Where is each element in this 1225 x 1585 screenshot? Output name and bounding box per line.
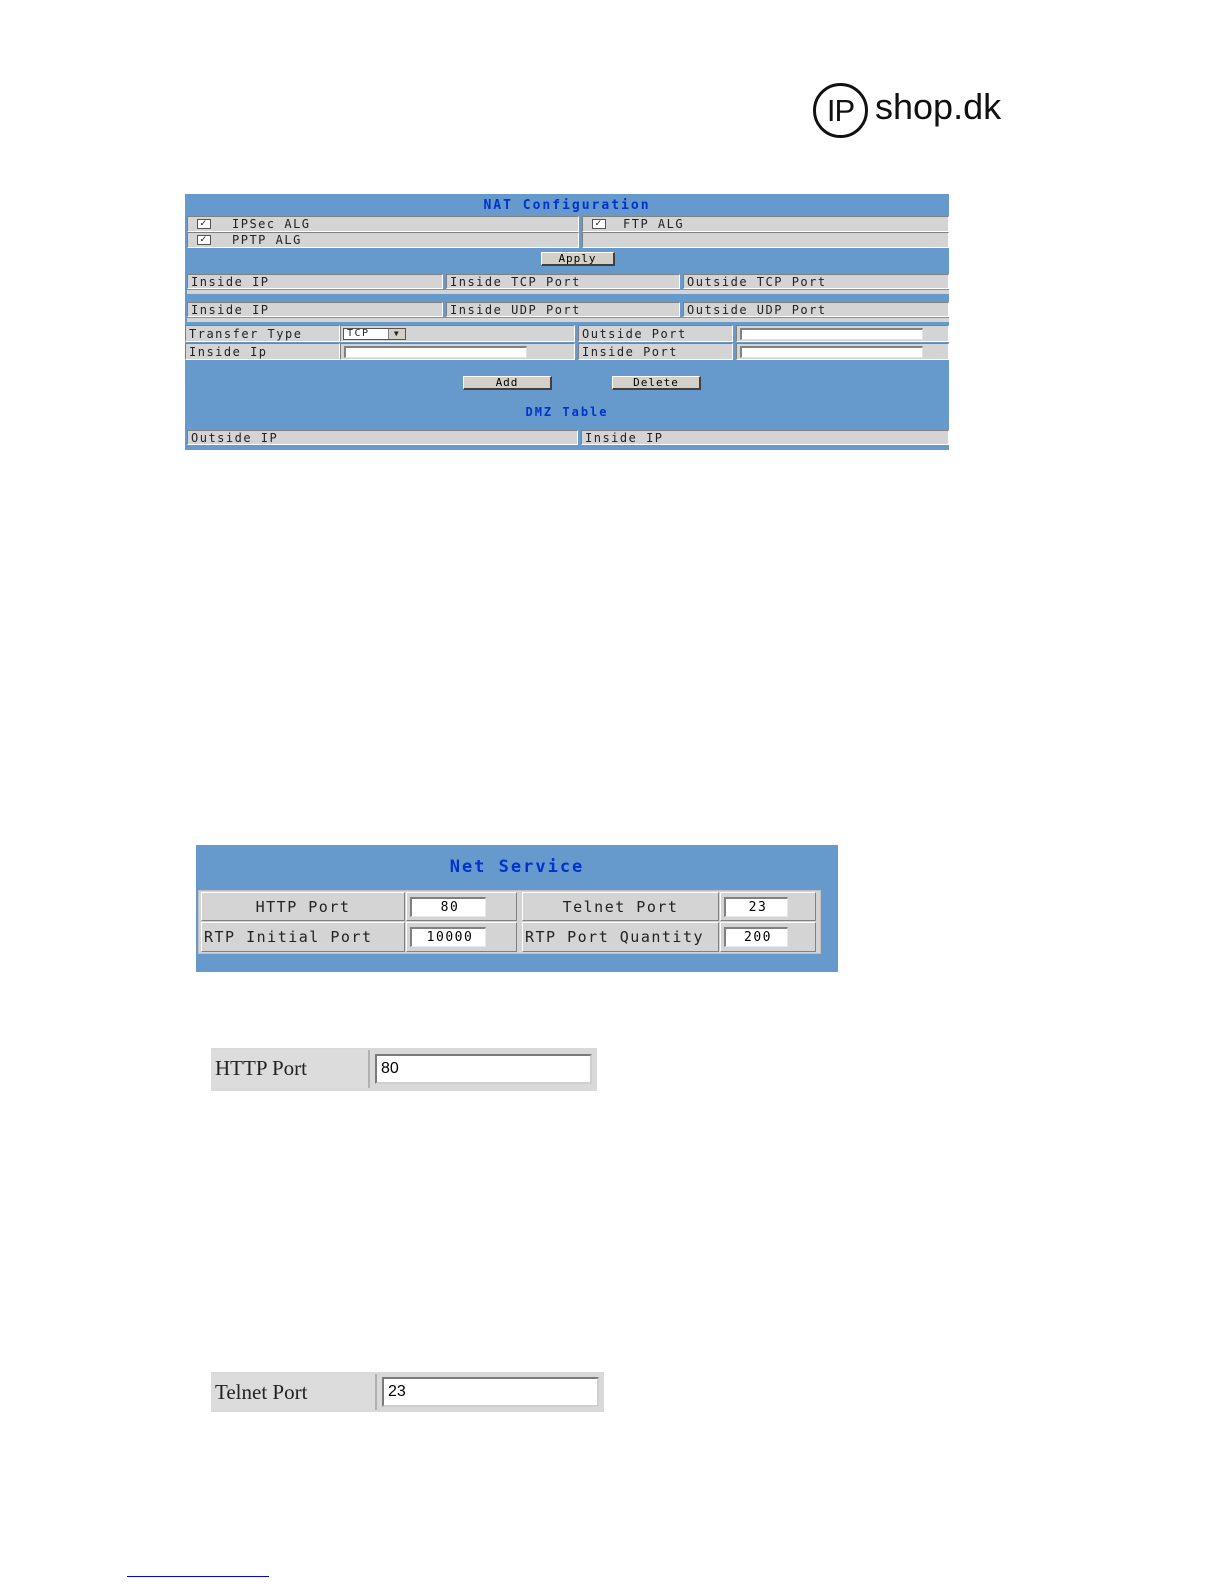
rtp-initial-port-label: RTP Initial Port [201,922,405,952]
pptp-alg-checkbox[interactable]: ✓ [197,235,211,245]
ftp-alg-label: FTP ALG [623,217,685,231]
add-button[interactable]: Add [463,376,552,390]
ipshop-logo-mark [813,83,868,138]
outside-port-input[interactable] [740,328,923,340]
net-service-title: Net Service [449,857,585,877]
transfer-type-label: Transfer Type [185,325,340,342]
inside-port-cell [736,343,949,360]
transfer-type-value: TCP [347,328,370,339]
empty-cell [582,232,949,248]
telnet-port-cell [720,892,816,921]
telnet-port-crop [211,1372,604,1412]
rtp-port-quantity-label: RTP Port Quantity [522,922,719,952]
inside-ip-cell [340,343,575,360]
http-port-cell [406,892,517,921]
apply-button[interactable]: Apply [541,252,615,266]
udp-header-inside-port: Inside UDP Port [446,302,680,317]
nat-configuration-panel [185,194,949,450]
dmz-header-inside-ip: Inside IP [581,430,949,445]
ipsec-alg-row [187,216,579,232]
udp-header-inside-ip: Inside IP [187,302,443,317]
udp-table-empty [187,318,949,322]
delete-button[interactable]: Delete [612,376,701,390]
http-port-input[interactable]: 80 [410,897,486,917]
outside-port-cell [736,325,949,342]
footer-link-underline [127,1576,269,1577]
dmz-header-outside-ip: Outside IP [187,430,578,445]
transfer-type-cell [340,325,575,342]
rtp-port-quantity-cell [720,922,816,952]
ftp-alg-row [582,216,949,232]
inside-port-label: Inside Port [578,343,733,360]
ipsec-alg-checkbox[interactable]: ✓ [197,219,211,229]
net-service-grid [198,890,821,954]
nat-title: NAT Configuration [483,198,651,213]
dmz-table-title: DMZ Table [525,405,609,419]
ftp-alg-checkbox[interactable]: ✓ [592,219,606,229]
rtp-initial-port-input[interactable]: 10000 [410,927,486,947]
telnet-port-crop-label: Telnet Port [211,1374,377,1410]
http-port-label: HTTP Port [201,892,405,921]
rtp-initial-port-cell [406,922,517,952]
udp-header-outside-port: Outside UDP Port [683,302,949,317]
http-port-crop-label: HTTP Port [211,1050,370,1088]
http-port-crop-input[interactable]: 80 [375,1054,592,1084]
chevron-down-icon[interactable]: ▼ [388,329,405,339]
tcp-header-outside-port: Outside TCP Port [683,274,949,289]
transfer-type-select[interactable] [343,328,406,340]
tcp-header-inside-port: Inside TCP Port [446,274,680,289]
telnet-port-label: Telnet Port [522,892,719,921]
pptp-alg-label: PPTP ALG [232,233,302,247]
inside-port-input[interactable] [740,346,923,358]
rtp-port-quantity-input[interactable]: 200 [724,927,788,947]
tcp-table-empty [187,290,949,294]
outside-port-label: Outside Port [578,325,733,342]
net-service-panel [196,845,838,972]
inside-ip-label: Inside Ip [185,343,340,360]
tcp-header-inside-ip: Inside IP [187,274,443,289]
inside-ip-input[interactable] [344,346,527,358]
ipsec-alg-label: IPSec ALG [232,217,311,231]
telnet-port-input[interactable]: 23 [724,897,788,917]
pptp-alg-row [187,232,579,248]
telnet-port-crop-input[interactable]: 23 [382,1377,599,1407]
logo-circle-text: IP [826,92,855,128]
logo-text: shop.dk [875,86,1002,127]
http-port-crop [211,1048,597,1091]
